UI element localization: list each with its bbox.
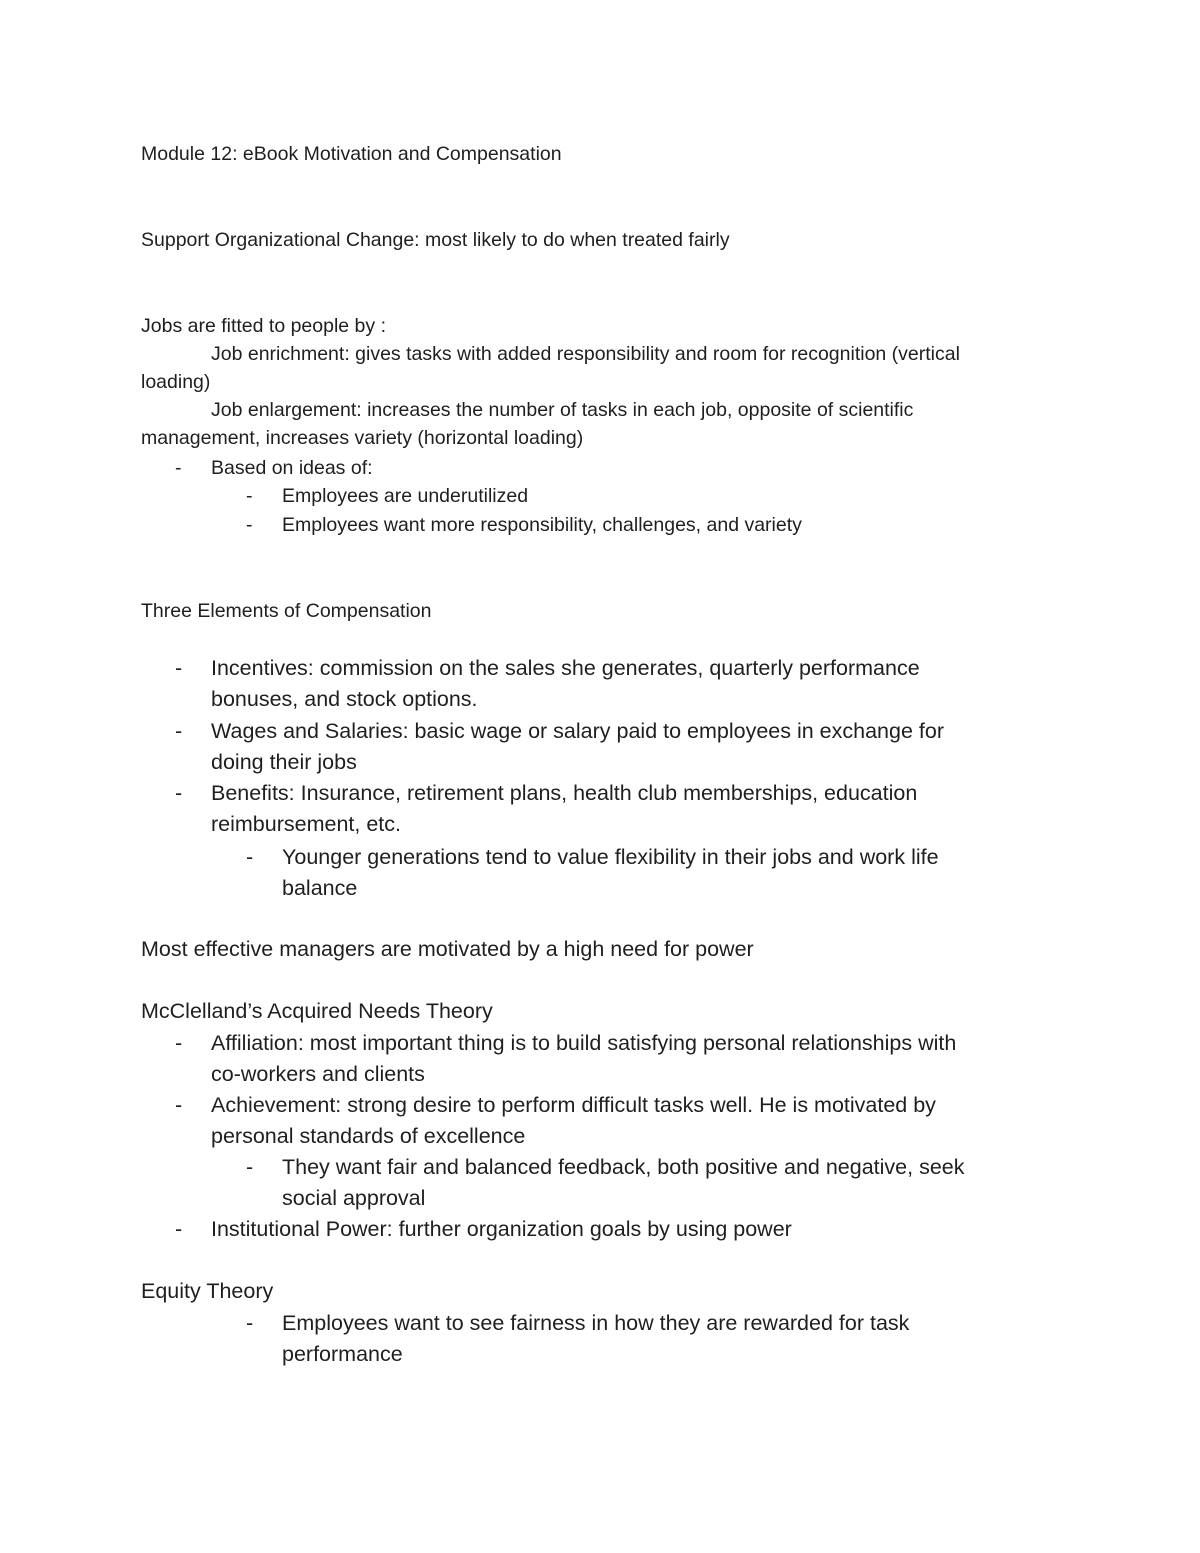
- bullet-dash: -: [175, 656, 183, 680]
- idea-responsibility: Employees want more responsibility, challenges, and variety: [282, 514, 802, 536]
- job-enrichment-line-2: loading): [141, 371, 211, 393]
- younger-generations-line-2: balance: [282, 876, 358, 900]
- mcclelland-heading: McClelland’s Acquired Needs Theory: [141, 999, 493, 1023]
- affiliation-line-1: Affiliation: most important thing is to build satisfying personal relationships with: [211, 1031, 957, 1055]
- achievement-line-1: Achievement: strong desire to perform difficult tasks well. He is motivated by: [211, 1093, 936, 1117]
- bullet-dash: -: [175, 1217, 183, 1241]
- bullet-dash: -: [175, 1093, 183, 1117]
- wages-line-1: Wages and Salaries: basic wage or salary paid to employees in exchange for: [211, 719, 944, 743]
- incentives-line-2: bonuses, and stock options.: [211, 687, 478, 711]
- bullet-dash: -: [175, 1031, 183, 1055]
- benefits-line-2: reimbursement, etc.: [211, 812, 401, 836]
- bullet-dash: -: [246, 1155, 254, 1179]
- compensation-heading: Three Elements of Compensation: [141, 600, 432, 622]
- support-change-text: Support Organizational Change: most likely to do when treated fairly: [141, 229, 730, 251]
- bullet-dash: -: [175, 457, 182, 479]
- job-enrichment-line-1: Job enrichment: gives tasks with added responsibility and room for recognition (vertical: [211, 343, 960, 365]
- feedback-line-2: social approval: [282, 1186, 426, 1210]
- equity-theory-heading: Equity Theory: [141, 1279, 274, 1303]
- incentives-line-1: Incentives: commission on the sales she generates, quarterly performance: [211, 656, 920, 680]
- bullet-dash: -: [175, 719, 183, 743]
- bullet-dash: -: [246, 485, 253, 507]
- feedback-line-1: They want fair and balanced feedback, both positive and negative, seek: [282, 1155, 965, 1179]
- younger-generations-line-1: Younger generations tend to value flexibility in their jobs and work life: [282, 845, 939, 869]
- bullet-dash: -: [175, 781, 183, 805]
- idea-underutilized: Employees are underutilized: [282, 485, 529, 507]
- institutional-power-text: Institutional Power: further organization goals by using power: [211, 1217, 792, 1241]
- affiliation-line-2: co-workers and clients: [211, 1062, 425, 1086]
- job-enlargement-line-2: management, increases variety (horizontal loading): [141, 427, 584, 449]
- achievement-line-2: personal standards of excellence: [211, 1124, 526, 1148]
- benefits-line-1: Benefits: Insurance, retirement plans, health club memberships, education: [211, 781, 918, 805]
- based-on-ideas-text: Based on ideas of:: [211, 457, 373, 479]
- wages-line-2: doing their jobs: [211, 750, 357, 774]
- bullet-dash: -: [246, 845, 254, 869]
- jobs-fitted-heading: Jobs are fitted to people by :: [141, 315, 386, 337]
- document-title: Module 12: eBook Motivation and Compensation: [141, 143, 562, 165]
- bullet-dash: -: [246, 514, 253, 536]
- bullet-dash: -: [246, 1311, 254, 1335]
- fairness-line-1: Employees want to see fairness in how they are rewarded for task: [282, 1311, 910, 1335]
- fairness-line-2: performance: [282, 1342, 403, 1366]
- effective-managers-text: Most effective managers are motivated by a high need for power: [141, 937, 754, 961]
- job-enlargement-line-1: Job enlargement: increases the number of tasks in each job, opposite of scientific: [211, 399, 914, 421]
